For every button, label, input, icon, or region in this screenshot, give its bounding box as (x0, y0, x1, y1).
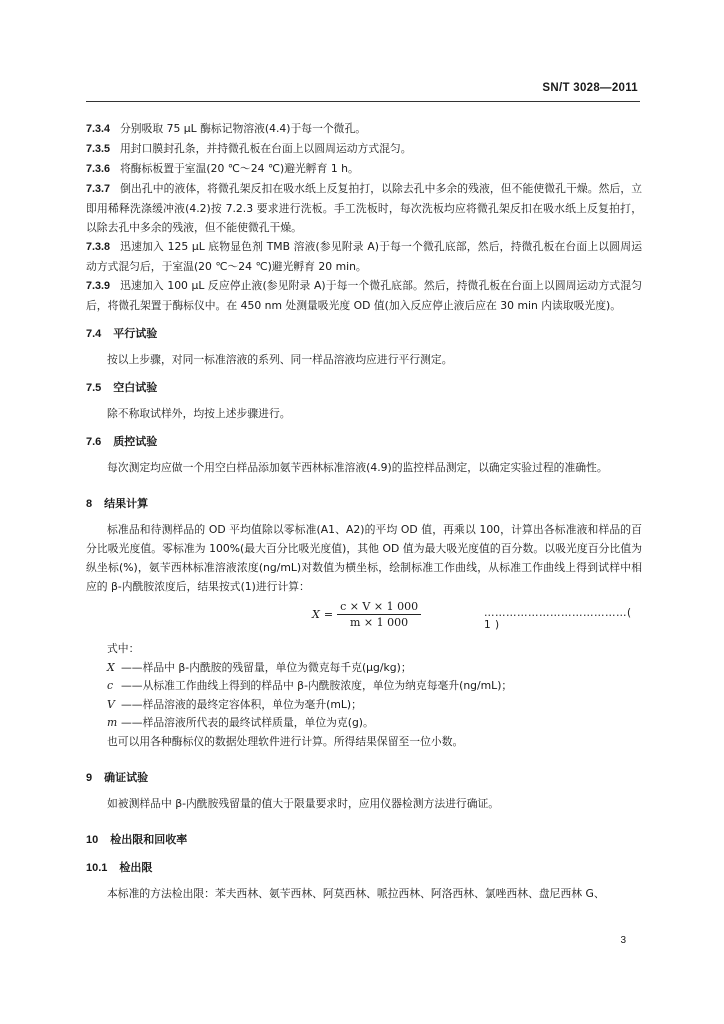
section-number: 7.6 (86, 436, 102, 448)
formula-def-X (86, 659, 642, 678)
clause-text: 用封口膜封孔条，并持微孔板在台面上以圆周运动方式混匀。 (120, 142, 412, 155)
formula-where: 式中： (107, 642, 140, 655)
formula-1 (86, 600, 642, 632)
formula-equals: = (323, 608, 334, 621)
def-symbol: c (107, 679, 114, 692)
def-symbol: m (107, 716, 118, 729)
clause-number: 7.3.8 (86, 241, 111, 253)
section-title: 空白试验 (113, 381, 158, 394)
section-9-heading (86, 769, 642, 787)
clause-text: 迅速加入 100 μL 反应停止液(参见附录 A)于每一个微孔底部。然后，持微孔板在台面上以圆周运动方式混匀后，将微孔架置于酶标仪中。在 450 nm 处测量吸光度 OD 值(加入反应停止液后应在 30 min 内读取吸光度)。 (86, 279, 642, 312)
section-title: 平行试验 (113, 327, 158, 340)
standard-code: SN/T 3028—2011 (542, 82, 638, 94)
def-text: ——样品溶液的最终定容体积，单位为毫升(mL)； (121, 697, 362, 711)
section-10-heading (86, 831, 642, 849)
def-symbol: V (107, 697, 115, 711)
clause-number: 7.3.7 (86, 183, 111, 195)
clause-number: 7.3.4 (86, 123, 111, 135)
header-rule (86, 101, 640, 102)
section-7-5-text: 除不称取试样外，均按上述步骤进行。 (107, 407, 291, 420)
formula-def-m (86, 714, 642, 733)
section-title: 检出限和回收率 (110, 833, 188, 846)
clause-number: 7.3.5 (86, 143, 111, 155)
section-9-text: 如被测样品中 β-内酰胺残留量的值大于限量要求时，应用仪器检测方法进行确证。 (107, 797, 500, 810)
section-10-1-text: 本标准的方法检出限：苯夫西林、氨苄西林、阿莫西林、哌拉西林、阿洛西林、氯唑西林、盘尼西林 G、 (107, 887, 605, 900)
section-7-4-heading (86, 325, 642, 343)
def-symbol: X (107, 660, 115, 674)
formula-expression (312, 600, 421, 629)
clause-text: 将酶标板置于室温(20 ℃～24 ℃)避光孵育 1 h。 (120, 162, 359, 175)
section-title: 确证试验 (104, 771, 149, 784)
section-number: 10 (86, 834, 99, 846)
calc-note: 也可以用各种酶标仪的数据处理软件进行计算。所得结果保留至一位小数。 (107, 734, 464, 748)
formula-fraction (337, 600, 421, 629)
clause-7-3-4 (86, 119, 642, 139)
section-number: 9 (86, 772, 93, 784)
clause-text: 迅速加入 125 μL 底物显色剂 TMB 溶液(参见附录 A)于每一个微孔底部，然后，持微孔板在台面上以圆周运动方式混匀后，于室温(20 ℃～24 ℃)避光孵育 20 min。 (86, 240, 642, 273)
section-8-heading (86, 495, 642, 513)
section-title: 结果计算 (104, 497, 149, 510)
clause-7-3-6 (86, 159, 642, 179)
formula-numerator: c × V × 1 000 (337, 600, 421, 615)
formula-number: …………………………………( 1 ) (484, 607, 632, 631)
section-7-6-text: 每次测定均应做一个用空白样品添加氨苄西林标准溶液(4.9)的监控样品测定，以确定实验过程的准确性。 (107, 461, 608, 474)
clause-number: 7.3.6 (86, 163, 111, 175)
clause-7-3-7 (86, 179, 642, 237)
formula-def-c (86, 677, 642, 696)
def-text: ——样品中 β-内酰胺的残留量，单位为微克每千克(μg/kg)； (121, 660, 412, 674)
section-title: 质控试验 (113, 435, 158, 448)
section-number: 7.4 (86, 328, 102, 340)
section-7-5-heading (86, 379, 642, 397)
section-8-text: 标准品和待测样品的 OD 平均值除以零标准(A1、A2)的平均 OD 值，再乘以 100，计算出各标准液和样品的百分比吸光度值。零标准为 100%(最大百分比吸光度值)，其他 OD 值为最大吸光度值的百分数。以吸光度百分比值为纵坐标(%)，氨苄西林标准溶液浓度(ng/mL)对数值为横坐标，绘制标准工作曲线，从标准工作曲线上得到试样中相应的 β-内酰胺浓度后，结果按式(1)进行计算： (86, 523, 642, 593)
def-text: ——样品溶液所代表的最终试样质量，单位为克(g)。 (121, 716, 374, 729)
section-10-1-heading (86, 859, 642, 877)
def-text: ——从标准工作曲线上得到的样品中 β-内酰胺浓度，单位为纳克每毫升(ng/mL)； (121, 679, 513, 692)
clause-7-3-9 (86, 276, 642, 315)
formula-lhs: X (312, 608, 320, 621)
clause-7-3-5 (86, 139, 642, 159)
formula-denominator: m × 1 000 (350, 616, 409, 629)
section-number: 8 (86, 498, 93, 510)
page-body (86, 119, 642, 903)
clause-number: 7.3.9 (86, 280, 111, 292)
formula-def-V (86, 696, 642, 715)
section-7-4-text: 按以上步骤，对同一标准溶液的系列、同一样品溶液均应进行平行测定。 (107, 353, 453, 366)
page-number: 3 (620, 935, 626, 946)
clause-text: 分别吸取 75 μL 酶标记物溶液(4.4)于每一个微孔。 (120, 122, 367, 135)
clause-7-3-8 (86, 237, 642, 276)
section-7-6-heading (86, 433, 642, 451)
section-number: 7.5 (86, 382, 102, 394)
clause-text: 倒出孔中的液体，将微孔架反扣在吸水纸上反复拍打，以除去孔中多余的残液，但不能使微孔干燥。然后，立即用稀释洗涤缓冲液(4.2)按 7.2.3 要求进行洗板。手工洗板时，每次洗板均应将微孔架反扣在吸水纸上反复拍打，以除去孔中多余的残液，但不能使微孔干燥。 (86, 182, 642, 234)
section-title: 检出限 (119, 861, 153, 874)
section-number: 10.1 (86, 862, 108, 874)
